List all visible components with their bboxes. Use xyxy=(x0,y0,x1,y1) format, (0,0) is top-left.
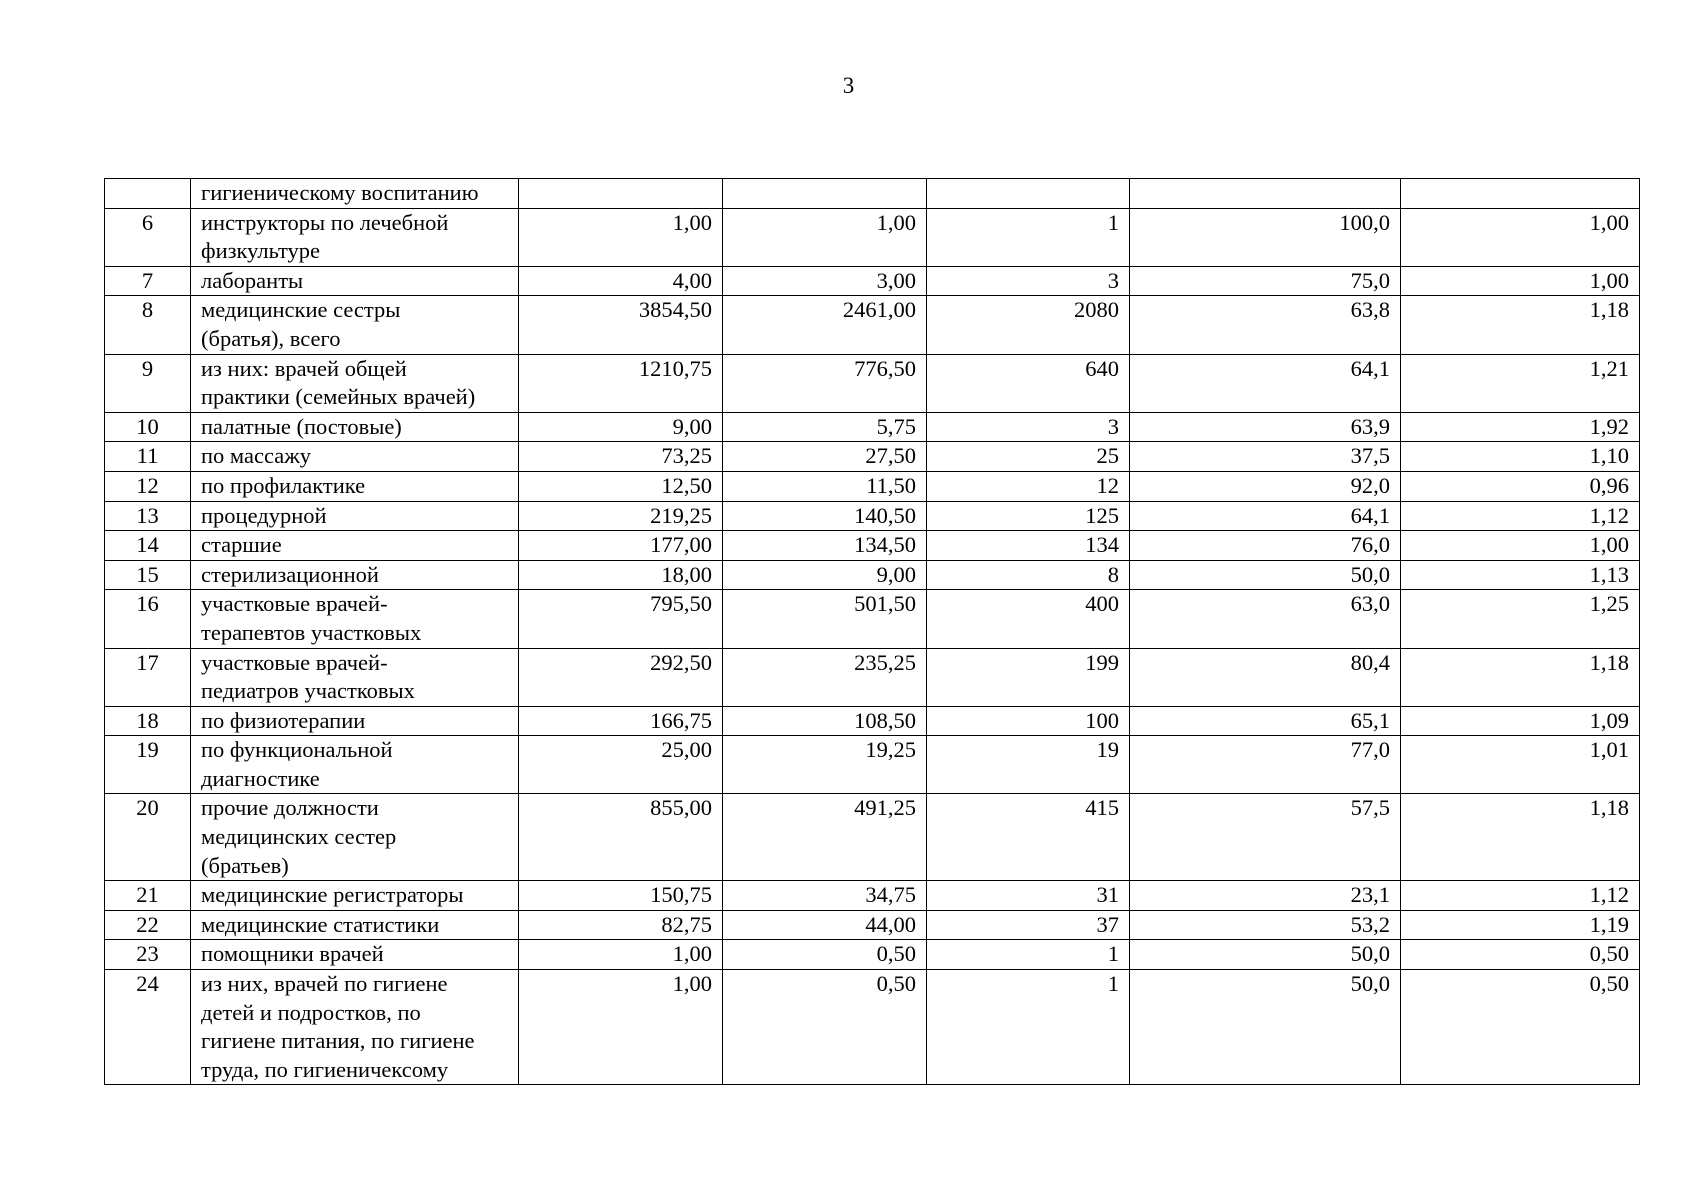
row-number-cell: 13 xyxy=(105,501,191,531)
table-row xyxy=(105,442,1640,472)
table-row xyxy=(105,590,1640,648)
row-number-cell: 17 xyxy=(105,648,191,706)
value-col-4-cell: 65,1 xyxy=(1130,706,1401,736)
value-col-2-cell: 27,50 xyxy=(723,442,927,472)
value-col-1-cell: 855,00 xyxy=(519,794,723,881)
position-name-cell: помощники врачей xyxy=(191,940,519,970)
value-col-4-cell: 75,0 xyxy=(1130,266,1401,296)
row-number-cell: 15 xyxy=(105,560,191,590)
position-name-cell: из них: врачей общей практики (семейных врачей) xyxy=(191,354,519,412)
value-col-3-cell: 37 xyxy=(927,910,1130,940)
value-col-3-cell: 3 xyxy=(927,266,1130,296)
table-row xyxy=(105,471,1640,501)
value-col-2-cell: 134,50 xyxy=(723,531,927,561)
value-col-2-cell: 491,25 xyxy=(723,794,927,881)
value-col-2-cell: 140,50 xyxy=(723,501,927,531)
row-number-cell: 22 xyxy=(105,910,191,940)
value-col-1-cell: 1210,75 xyxy=(519,354,723,412)
page-number: 3 xyxy=(842,73,855,98)
table-row xyxy=(105,208,1640,266)
value-col-1-cell: 150,75 xyxy=(519,881,723,911)
value-col-5-cell xyxy=(1401,179,1640,209)
value-col-3-cell: 2080 xyxy=(927,296,1130,354)
value-col-4-cell: 64,1 xyxy=(1130,501,1401,531)
position-name-cell: старшие xyxy=(191,531,519,561)
position-name-cell: по профилактике xyxy=(191,471,519,501)
value-col-4-cell: 50,0 xyxy=(1130,940,1401,970)
value-col-3-cell: 31 xyxy=(927,881,1130,911)
value-col-2-cell: 0,50 xyxy=(723,940,927,970)
value-col-4-cell: 76,0 xyxy=(1130,531,1401,561)
value-col-1-cell: 1,00 xyxy=(519,940,723,970)
row-number-cell: 21 xyxy=(105,881,191,911)
table-row xyxy=(105,910,1640,940)
value-col-2-cell: 34,75 xyxy=(723,881,927,911)
value-col-5-cell: 1,19 xyxy=(1401,910,1640,940)
value-col-2-cell: 776,50 xyxy=(723,354,927,412)
position-name-cell: инструкторы по лечебной физкультуре xyxy=(191,208,519,266)
value-col-5-cell: 1,21 xyxy=(1401,354,1640,412)
value-col-5-cell: 1,10 xyxy=(1401,442,1640,472)
value-col-3-cell: 25 xyxy=(927,442,1130,472)
value-col-5-cell: 1,01 xyxy=(1401,736,1640,794)
row-number-cell xyxy=(105,179,191,209)
value-col-3-cell: 400 xyxy=(927,590,1130,648)
staffing-table xyxy=(104,178,1640,1085)
value-col-4-cell: 53,2 xyxy=(1130,910,1401,940)
value-col-4-cell: 50,0 xyxy=(1130,560,1401,590)
value-col-3-cell: 19 xyxy=(927,736,1130,794)
value-col-4-cell: 63,9 xyxy=(1130,412,1401,442)
table-row xyxy=(105,266,1640,296)
table-body xyxy=(105,179,1640,1085)
table-row xyxy=(105,706,1640,736)
value-col-5-cell: 1,00 xyxy=(1401,208,1640,266)
value-col-2-cell: 19,25 xyxy=(723,736,927,794)
row-number-cell: 12 xyxy=(105,471,191,501)
value-col-4-cell: 37,5 xyxy=(1130,442,1401,472)
value-col-3-cell: 100 xyxy=(927,706,1130,736)
row-number-cell: 23 xyxy=(105,940,191,970)
value-col-3-cell: 415 xyxy=(927,794,1130,881)
value-col-1-cell: 795,50 xyxy=(519,590,723,648)
value-col-5-cell: 1,00 xyxy=(1401,531,1640,561)
table-row xyxy=(105,970,1640,1085)
value-col-2-cell: 108,50 xyxy=(723,706,927,736)
table-row xyxy=(105,179,1640,209)
value-col-3-cell: 125 xyxy=(927,501,1130,531)
row-number-cell: 14 xyxy=(105,531,191,561)
value-col-3-cell: 3 xyxy=(927,412,1130,442)
row-number-cell: 8 xyxy=(105,296,191,354)
value-col-4-cell: 23,1 xyxy=(1130,881,1401,911)
table-row xyxy=(105,648,1640,706)
position-name-cell: по функциональной диагностике xyxy=(191,736,519,794)
value-col-1-cell: 219,25 xyxy=(519,501,723,531)
position-name-cell: участковые врачей- педиатров участковых xyxy=(191,648,519,706)
value-col-4-cell: 92,0 xyxy=(1130,471,1401,501)
value-col-5-cell: 0,50 xyxy=(1401,940,1640,970)
row-number-cell: 24 xyxy=(105,970,191,1085)
table-row xyxy=(105,736,1640,794)
value-col-3-cell: 12 xyxy=(927,471,1130,501)
table-row xyxy=(105,531,1640,561)
value-col-2-cell: 2461,00 xyxy=(723,296,927,354)
value-col-4-cell: 64,1 xyxy=(1130,354,1401,412)
row-number-cell: 6 xyxy=(105,208,191,266)
position-name-cell: медицинские регистраторы xyxy=(191,881,519,911)
value-col-4-cell: 57,5 xyxy=(1130,794,1401,881)
value-col-4-cell: 63,8 xyxy=(1130,296,1401,354)
position-name-cell: стерилизационной xyxy=(191,560,519,590)
value-col-5-cell: 1,12 xyxy=(1401,501,1640,531)
value-col-5-cell: 1,25 xyxy=(1401,590,1640,648)
value-col-3-cell: 199 xyxy=(927,648,1130,706)
table-row xyxy=(105,794,1640,881)
table-row xyxy=(105,354,1640,412)
value-col-5-cell: 1,13 xyxy=(1401,560,1640,590)
value-col-5-cell: 0,50 xyxy=(1401,970,1640,1085)
value-col-5-cell: 1,00 xyxy=(1401,266,1640,296)
value-col-1-cell: 3854,50 xyxy=(519,296,723,354)
value-col-2-cell: 11,50 xyxy=(723,471,927,501)
position-name-cell: по физиотерапии xyxy=(191,706,519,736)
value-col-1-cell: 177,00 xyxy=(519,531,723,561)
position-name-cell: лаборанты xyxy=(191,266,519,296)
table-row xyxy=(105,881,1640,911)
row-number-cell: 18 xyxy=(105,706,191,736)
value-col-4-cell: 63,0 xyxy=(1130,590,1401,648)
row-number-cell: 7 xyxy=(105,266,191,296)
position-name-cell: прочие должности медицинских сестер (братьев) xyxy=(191,794,519,881)
value-col-2-cell: 0,50 xyxy=(723,970,927,1085)
value-col-4-cell: 80,4 xyxy=(1130,648,1401,706)
value-col-3-cell: 1 xyxy=(927,208,1130,266)
value-col-3-cell xyxy=(927,179,1130,209)
value-col-2-cell: 501,50 xyxy=(723,590,927,648)
row-number-cell: 9 xyxy=(105,354,191,412)
value-col-3-cell: 1 xyxy=(927,970,1130,1085)
value-col-5-cell: 1,09 xyxy=(1401,706,1640,736)
value-col-1-cell: 12,50 xyxy=(519,471,723,501)
position-name-cell: процедурной xyxy=(191,501,519,531)
value-col-5-cell: 1,12 xyxy=(1401,881,1640,911)
value-col-2-cell: 1,00 xyxy=(723,208,927,266)
value-col-2-cell: 9,00 xyxy=(723,560,927,590)
value-col-4-cell: 50,0 xyxy=(1130,970,1401,1085)
value-col-4-cell: 77,0 xyxy=(1130,736,1401,794)
value-col-3-cell: 640 xyxy=(927,354,1130,412)
position-name-cell: гигиеническому воспитанию xyxy=(191,179,519,209)
position-name-cell: палатные (постовые) xyxy=(191,412,519,442)
value-col-1-cell: 4,00 xyxy=(519,266,723,296)
table-row xyxy=(105,940,1640,970)
row-number-cell: 11 xyxy=(105,442,191,472)
value-col-2-cell: 5,75 xyxy=(723,412,927,442)
row-number-cell: 10 xyxy=(105,412,191,442)
row-number-cell: 19 xyxy=(105,736,191,794)
table-row xyxy=(105,412,1640,442)
value-col-5-cell: 1,18 xyxy=(1401,296,1640,354)
value-col-3-cell: 134 xyxy=(927,531,1130,561)
value-col-1-cell: 18,00 xyxy=(519,560,723,590)
value-col-3-cell: 1 xyxy=(927,940,1130,970)
value-col-5-cell: 1,92 xyxy=(1401,412,1640,442)
value-col-1-cell: 1,00 xyxy=(519,208,723,266)
value-col-2-cell: 44,00 xyxy=(723,910,927,940)
row-number-cell: 20 xyxy=(105,794,191,881)
position-name-cell: по массажу xyxy=(191,442,519,472)
position-name-cell: участковые врачей- терапевтов участковых xyxy=(191,590,519,648)
value-col-4-cell: 100,0 xyxy=(1130,208,1401,266)
position-name-cell: медицинские статистики xyxy=(191,910,519,940)
value-col-1-cell: 9,00 xyxy=(519,412,723,442)
value-col-1-cell: 292,50 xyxy=(519,648,723,706)
table-row xyxy=(105,560,1640,590)
table-row xyxy=(105,501,1640,531)
value-col-2-cell xyxy=(723,179,927,209)
value-col-3-cell: 8 xyxy=(927,560,1130,590)
position-name-cell: медицинские сестры (братья), всего xyxy=(191,296,519,354)
value-col-1-cell: 82,75 xyxy=(519,910,723,940)
row-number-cell: 16 xyxy=(105,590,191,648)
value-col-5-cell: 1,18 xyxy=(1401,648,1640,706)
value-col-1-cell: 1,00 xyxy=(519,970,723,1085)
value-col-1-cell xyxy=(519,179,723,209)
value-col-2-cell: 3,00 xyxy=(723,266,927,296)
value-col-5-cell: 1,18 xyxy=(1401,794,1640,881)
value-col-1-cell: 73,25 xyxy=(519,442,723,472)
value-col-4-cell xyxy=(1130,179,1401,209)
table-row xyxy=(105,296,1640,354)
value-col-2-cell: 235,25 xyxy=(723,648,927,706)
value-col-1-cell: 166,75 xyxy=(519,706,723,736)
position-name-cell: из них, врачей по гигиене детей и подростков, по гигиене питания, по гигиене труда, по гигиеничексому xyxy=(191,970,519,1085)
value-col-5-cell: 0,96 xyxy=(1401,471,1640,501)
value-col-1-cell: 25,00 xyxy=(519,736,723,794)
